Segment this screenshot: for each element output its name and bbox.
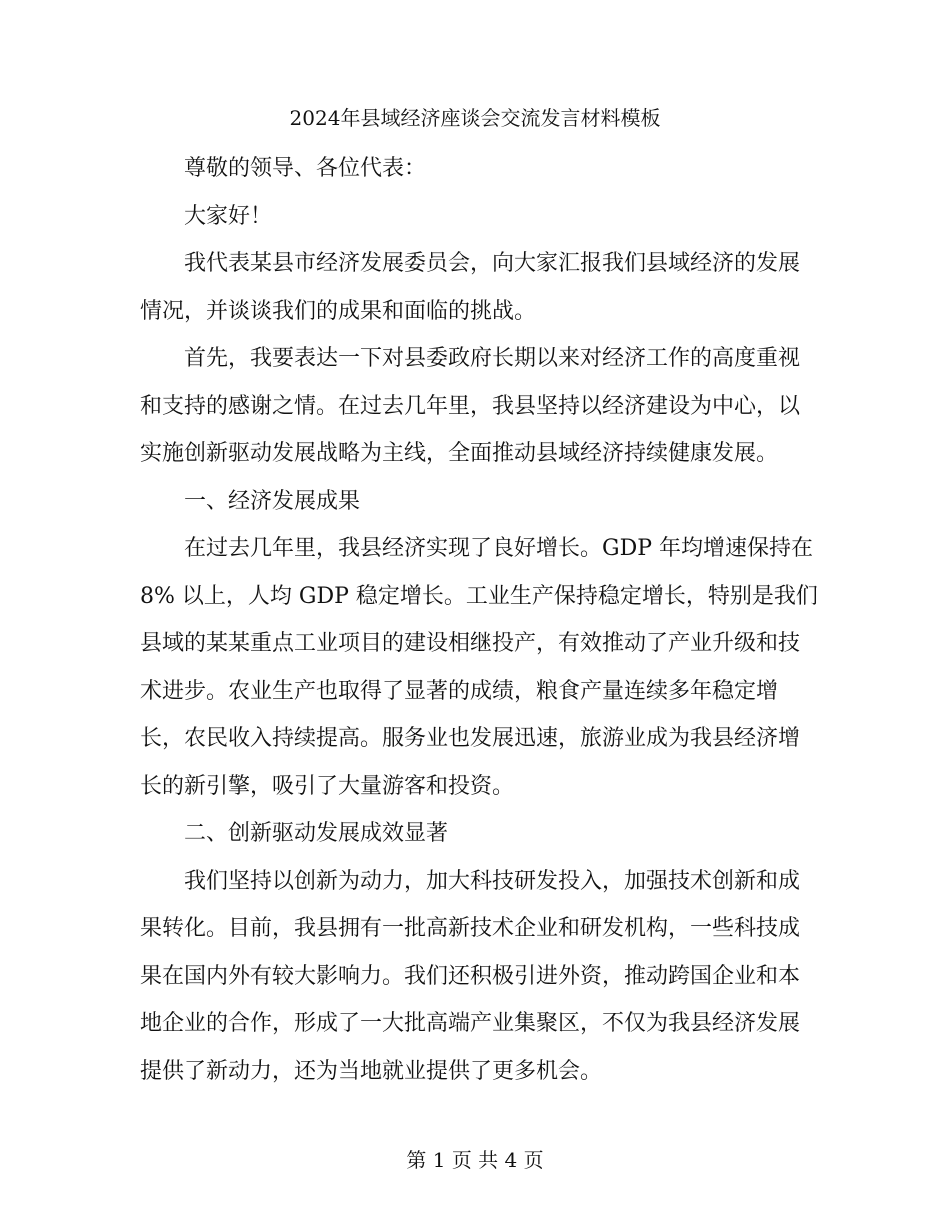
paragraph-line: 我们坚持以创新为动力，加大科技研发投入，加强技术创新和成 [184, 868, 801, 894]
page-number-footer: 第 1 页 共 4 页 [406, 1148, 544, 1172]
document-title: 2024年县域经济座谈会交流发言材料模板 [289, 106, 661, 130]
paragraph-line: 地企业的合作，形成了一大批高端产业集聚区，不仅为我县经济发展 [140, 1011, 801, 1036]
paragraph-line: 和支持的感谢之情。在过去几年里，我县坚持以经济建设为中心，以 [140, 393, 801, 419]
paragraph-line: 长，农民收入持续提高。服务业也发展迅速，旅游业成为我县经济增 [140, 726, 801, 751]
salutation-paragraph [140, 145, 805, 193]
section1-heading: 一、经济发展成果 [184, 488, 361, 514]
paragraph-line: 果转化。目前，我县拥有一批高新技术企业和研发机构，一些科技成 [140, 916, 801, 941]
section2-paragraph [140, 858, 805, 1096]
paragraph-line: 县域的某某重点工业项目的建设相继投产，有效推动了产业升级和技 [140, 631, 801, 656]
greeting-paragraph [140, 193, 805, 241]
thanks-paragraph [140, 335, 805, 478]
paragraph-line: 情况，并谈谈我们的成果和面临的挑战。 [140, 298, 537, 324]
paragraph-line: 8% 以上，人均 GDP 稳定增长。工业生产保持稳定增长，特别是我们 [140, 583, 818, 609]
paragraph-line: 在过去几年里，我县经济实现了良好增长。GDP 年均增速保持在 [184, 536, 814, 561]
salutation-text: 尊敬的领导、各位代表： [184, 156, 427, 181]
document-body [140, 145, 818, 1095]
intro-paragraph [140, 240, 805, 335]
paragraph-line: 长的新引擎，吸引了大量游客和投资。 [140, 773, 515, 799]
paragraph-line: 实施创新驱动发展战略为主线，全面推动县域经济持续健康发展。 [140, 441, 779, 466]
paragraph-line: 首先，我要表达一下对县委政府长期以来对经济工作的高度重视 [184, 346, 801, 371]
greeting-text: 大家好！ [184, 203, 273, 229]
paragraph-line: 我代表某县市经济发展委员会，向大家汇报我们县域经济的发展 [184, 251, 801, 276]
paragraph-line: 果在国内外有较大影响力。我们还积极引进外资，推动跨国企业和本 [140, 963, 801, 989]
section1-paragraph [140, 525, 818, 810]
section-heading [140, 810, 805, 858]
paragraph-line: 术进步。农业生产也取得了显著的成绩，粮食产量连续多年稳定增 [140, 678, 779, 704]
paragraph-line: 提供了新动力，还为当地就业提供了更多机会。 [140, 1058, 603, 1084]
section2-heading: 二、创新驱动发展成效显著 [184, 821, 449, 846]
section-heading [140, 478, 805, 526]
